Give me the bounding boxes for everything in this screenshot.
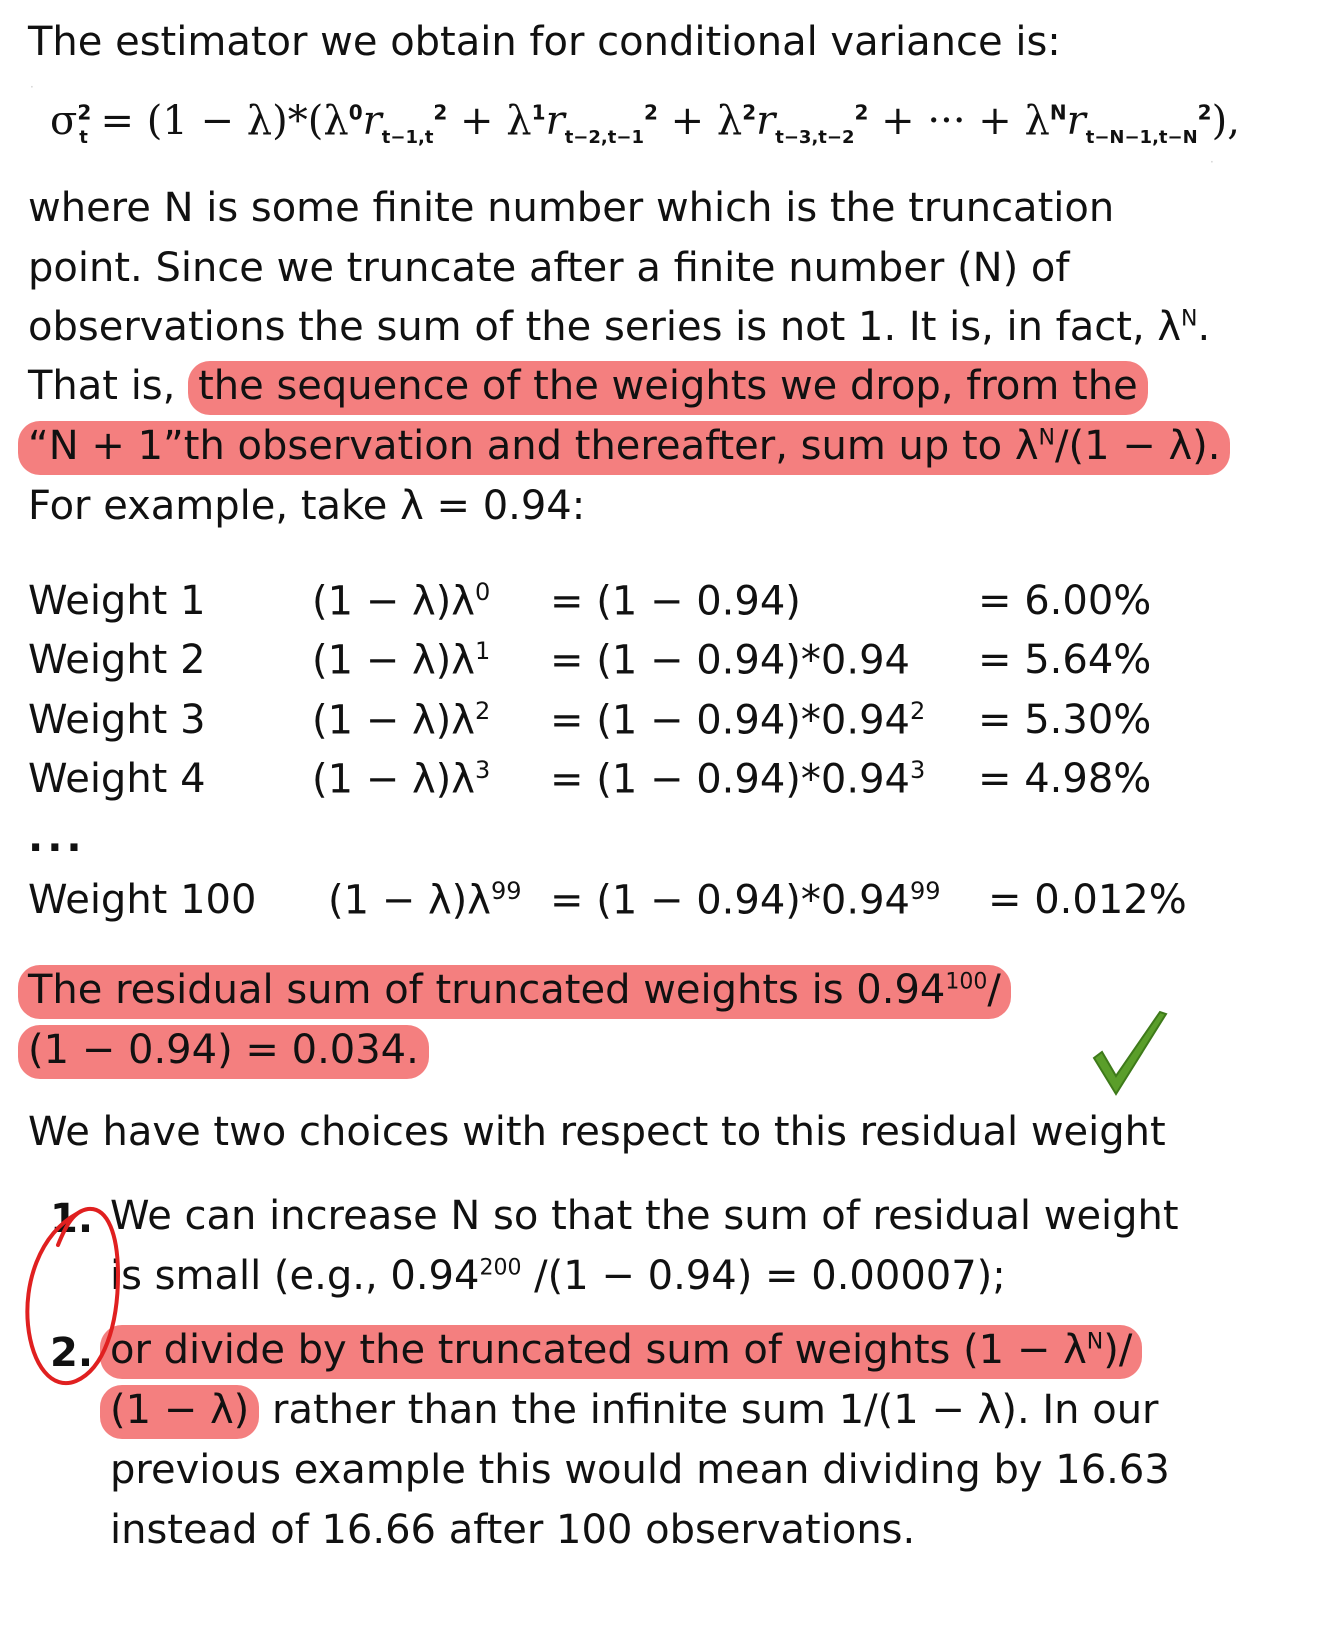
term-pow: N bbox=[1049, 100, 1067, 125]
weight-calc bbox=[550, 697, 925, 743]
para1-line6: For example, take λ = 0.94: bbox=[28, 483, 586, 529]
term-sq: 2 bbox=[433, 100, 448, 125]
highlight-sum-sup: N bbox=[1038, 425, 1055, 451]
choice-number: 2. bbox=[50, 1330, 94, 1376]
weight-expr-exp: 1 bbox=[474, 637, 491, 665]
checkmark-icon bbox=[1090, 1010, 1170, 1100]
highlight-weights-dropped: the sequence of the weights we drop, from the bbox=[188, 361, 1148, 415]
para1-line3 bbox=[28, 304, 1211, 350]
weight-name: Weight 1 bbox=[28, 578, 206, 624]
term-sub: t−N−1,t−N bbox=[1085, 127, 1198, 148]
residual-line2 bbox=[18, 1027, 429, 1073]
choice-line2-text: is small (e.g., 0.94 bbox=[110, 1253, 480, 1299]
para1-line5 bbox=[18, 423, 1230, 469]
weight-expr bbox=[312, 637, 490, 683]
residual-sup: 100 bbox=[945, 969, 988, 995]
weight-calc bbox=[550, 637, 910, 683]
weight-name: Weight 100 bbox=[28, 877, 257, 923]
weight-calc-text: = (1 − 0.94)*0.94 bbox=[550, 877, 910, 924]
intro-text: The estimator we obtain for conditional variance is: bbox=[28, 19, 1061, 65]
term-op: + bbox=[447, 98, 507, 144]
weight-expr-exp: 0 bbox=[474, 578, 491, 606]
choice-line2-sup: 200 bbox=[479, 1255, 522, 1281]
para1-line3-sup: N bbox=[1181, 306, 1198, 332]
weight-expr-text: (1 − λ)λ bbox=[312, 578, 475, 625]
residual-text: The residual sum of truncated weights is 0.94 bbox=[28, 967, 946, 1013]
choice-line2 bbox=[100, 1387, 1159, 1433]
para1-line4 bbox=[28, 363, 1148, 409]
choice-line1-sup: N bbox=[1086, 1329, 1104, 1355]
speck: · bbox=[30, 80, 34, 94]
para1-line4-pre: That is, bbox=[28, 363, 189, 409]
choice-line1: We can increase N so that the sum of residual weight bbox=[110, 1193, 1179, 1239]
weight-calc-exp: 3 bbox=[909, 756, 926, 784]
highlight-sum-end: /(1 − λ). bbox=[1054, 423, 1221, 469]
hand-drawn-circle-annotation bbox=[18, 1205, 138, 1395]
weight-row-100 bbox=[28, 877, 1288, 927]
weight-expr-text: (1 − λ)λ bbox=[312, 697, 475, 744]
weight-result: = 6.00% bbox=[978, 578, 1152, 624]
choice-line3: previous example this would mean dividing by 16.63 bbox=[110, 1447, 1170, 1493]
weight-expr-exp: 3 bbox=[474, 756, 491, 784]
weight-name: Weight 3 bbox=[28, 697, 206, 743]
term-sub: t−2,t−1 bbox=[564, 127, 644, 148]
sigma: σ bbox=[50, 98, 78, 144]
term-sq: 2 bbox=[854, 100, 869, 125]
residual-end: / bbox=[987, 967, 1001, 1013]
term-coef: λ bbox=[506, 98, 532, 144]
weight-expr bbox=[312, 578, 490, 624]
choice-line2-text: rather than the infinite sum 1/(1 − λ). In our bbox=[259, 1387, 1159, 1433]
weight-calc-exp: 99 bbox=[909, 877, 941, 905]
speck: · bbox=[1210, 155, 1214, 169]
residual-result: (1 − 0.94) = 0.034. bbox=[18, 1025, 429, 1079]
weight-expr-text: (1 − λ)λ bbox=[328, 877, 491, 924]
para1-line1: where N is some finite number which is the truncation bbox=[28, 185, 1115, 231]
para1-line3-end: . bbox=[1197, 304, 1211, 350]
weight-result: = 0.012% bbox=[988, 877, 1187, 923]
term-op: ), bbox=[1211, 98, 1240, 144]
term-r: r bbox=[1066, 98, 1086, 144]
weight-calc bbox=[550, 578, 801, 624]
term-op: + bbox=[657, 98, 717, 144]
weight-expr bbox=[312, 756, 490, 802]
choice-line4: instead of 16.66 after 100 observations. bbox=[110, 1507, 916, 1553]
weight-expr-exp: 2 bbox=[474, 697, 491, 725]
choice-line2-end: /(1 − 0.94) = 0.00007); bbox=[521, 1253, 1006, 1299]
weight-row bbox=[28, 578, 1288, 628]
weight-calc bbox=[550, 877, 941, 923]
sigma-sub: t bbox=[79, 127, 88, 148]
weight-row bbox=[28, 637, 1288, 687]
term-pow: 0 bbox=[348, 100, 363, 125]
weight-calc-text: = (1 − 0.94)*0.94 bbox=[550, 697, 910, 744]
para1-line3-text: observations the sum of the series is not 1. It is, in fact, λ bbox=[28, 304, 1182, 350]
weight-calc-text: = (1 − 0.94)*0.94 bbox=[550, 637, 910, 684]
ellipsis: ... bbox=[28, 815, 86, 861]
highlight-sum-text: “N + 1”th observation and thereafter, sum up to λ bbox=[28, 423, 1039, 469]
weight-calc bbox=[550, 756, 925, 802]
term-r: r bbox=[362, 98, 382, 144]
para1-line2: point. Since we truncate after a finite number (N) of bbox=[28, 245, 1070, 291]
choice-line1-text: or divide by the truncated sum of weights (1 − λ bbox=[110, 1327, 1087, 1373]
choice-line2 bbox=[110, 1253, 1006, 1299]
choices-intro: We have two choices with respect to this residual weight bbox=[28, 1109, 1166, 1155]
term-pow: 2 bbox=[742, 100, 757, 125]
choice-line1 bbox=[100, 1327, 1142, 1373]
weight-name: Weight 2 bbox=[28, 637, 206, 683]
term-sub: t−3,t−2 bbox=[775, 127, 855, 148]
choice-number: 1. bbox=[50, 1196, 94, 1242]
weight-expr bbox=[328, 877, 522, 923]
residual-line1 bbox=[18, 967, 1011, 1013]
term-sq: 2 bbox=[1197, 100, 1212, 125]
weight-expr-exp: 99 bbox=[490, 877, 522, 905]
choice-line1-end: )/ bbox=[1103, 1327, 1133, 1373]
weight-expr-text: (1 − λ)λ bbox=[312, 637, 475, 684]
weight-expr bbox=[312, 697, 490, 743]
weight-row bbox=[28, 697, 1288, 747]
term-op: + ··· + bbox=[868, 98, 1025, 144]
weight-result: = 5.64% bbox=[978, 637, 1152, 683]
choice-line2-highlight: (1 − λ) bbox=[100, 1385, 259, 1439]
term-sq: 2 bbox=[643, 100, 658, 125]
weight-name: Weight 4 bbox=[28, 756, 206, 802]
term-pow: 1 bbox=[531, 100, 546, 125]
term-coef: λ bbox=[716, 98, 743, 144]
term-sub: t−1,t bbox=[381, 127, 434, 148]
variance-formula bbox=[50, 98, 1240, 148]
weight-calc-exp: 2 bbox=[909, 697, 926, 725]
term-r: r bbox=[545, 98, 565, 144]
weight-result: = 4.98% bbox=[978, 756, 1152, 802]
weight-result: = 5.30% bbox=[978, 697, 1152, 743]
sigma-sup: 2 bbox=[77, 100, 92, 125]
term-r: r bbox=[756, 98, 776, 144]
weight-row bbox=[28, 756, 1288, 806]
weight-calc-text: = (1 − 0.94)*0.94 bbox=[550, 756, 910, 803]
term-coef: λ bbox=[323, 98, 349, 144]
weight-expr-text: (1 − λ)λ bbox=[312, 756, 475, 803]
term-coef: λ bbox=[1024, 98, 1050, 144]
weight-calc-text: = (1 − 0.94) bbox=[550, 578, 801, 625]
formula-eq: = (1 − λ)*( bbox=[87, 98, 324, 144]
